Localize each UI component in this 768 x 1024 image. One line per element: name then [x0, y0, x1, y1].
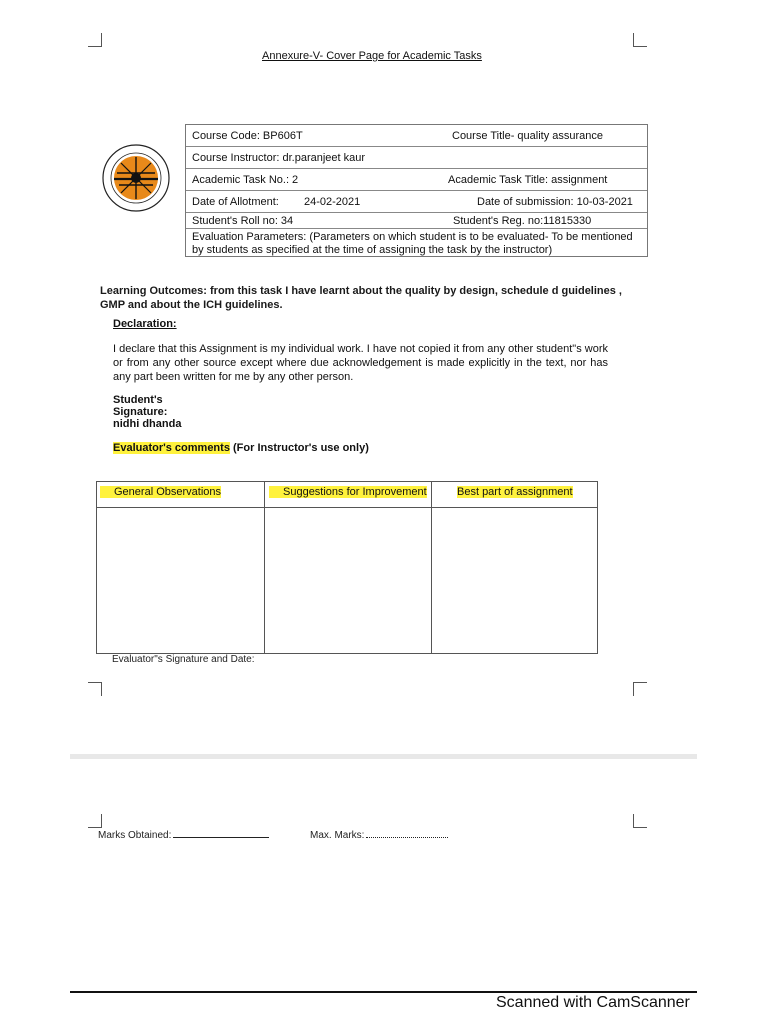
declaration-text: I declare that this Assignment is my individual work. I have not copied it from any other student"s work or from any other source except where due acknowledgement is made explicitly in the text, nor has any part been written for me by any other person. — [113, 343, 608, 383]
max-marks-label: Max. Marks: — [310, 830, 365, 841]
eval-params-text: (Parameters on which student is to be evaluated- To be mentioned by students as specified at the time of assigning the task by the instructor) — [192, 231, 633, 256]
header-best-part — [437, 486, 573, 498]
row-student — [186, 213, 647, 229]
marks-obtained-label: Marks Obtained: — [98, 830, 172, 841]
evaluator-comments-note: (For Instructor's use only) — [233, 442, 369, 454]
task-title: Academic Task Title: assignment — [448, 173, 608, 186]
declaration-heading: Declaration: — [113, 318, 177, 330]
evaluator-signature: Evaluator"s Signature and Date: — [112, 654, 255, 665]
footer-line — [70, 991, 697, 993]
best-part-text: Best part of assignment — [457, 486, 573, 498]
signature-line-2: Signature: — [113, 406, 168, 418]
page-separator — [70, 754, 697, 759]
crop-mark-top-right — [633, 33, 647, 47]
document-title: Annexure-V- Cover Page for Academic Tasks — [262, 50, 482, 62]
max-marks-line — [366, 837, 448, 838]
crop-mark-top-left — [88, 33, 102, 47]
allotment-label: Date of Allotment: — [192, 195, 279, 208]
crop-mark-mid-right — [633, 682, 647, 696]
signature-line-1: Student's — [113, 394, 163, 406]
course-instructor: Course Instructor: dr.paranjeet kaur — [192, 151, 366, 164]
allotment-date: 24-02-2021 — [304, 195, 361, 208]
evaluation-parameters — [192, 231, 641, 257]
row-evaluation — [186, 229, 647, 258]
observations-header — [97, 482, 597, 508]
student-signature — [113, 394, 181, 430]
university-logo — [97, 143, 175, 213]
crop-mark-lower-left — [88, 814, 102, 828]
course-info-table — [185, 124, 648, 257]
crop-mark-mid-left — [88, 682, 102, 696]
row-course — [186, 125, 647, 147]
row-task — [186, 169, 647, 191]
camscanner-watermark: Scanned with CamScanner — [496, 994, 690, 1011]
header-general-observations: General Observations — [100, 486, 221, 498]
observations-table — [96, 481, 598, 654]
evaluator-comments-label: Evaluator's comments — [113, 442, 230, 454]
course-code: Course Code: BP606T — [192, 129, 303, 142]
evaluator-comments-heading — [113, 442, 369, 454]
marks-obtained-line — [173, 837, 269, 838]
signature-name: nidhi dhanda — [113, 418, 182, 430]
header-suggestions: Suggestions for Improvement — [269, 486, 427, 498]
registration-number: Student's Reg. no:11815330 — [453, 214, 592, 227]
crop-mark-lower-right — [633, 814, 647, 828]
marks-obtained — [98, 830, 269, 841]
learning-outcomes: Learning Outcomes: from this task I have learnt about the quality by design, schedule d guidelines , GMP and about the ICH guidelines. — [100, 285, 622, 311]
row-instructor — [186, 147, 647, 169]
eval-params-label: Evaluation Parameters: — [192, 231, 307, 243]
task-number: Academic Task No.: 2 — [192, 173, 299, 186]
course-title: Course Title- quality assurance — [452, 129, 604, 142]
row-dates — [186, 191, 647, 213]
submission-date: Date of submission: 10-03-2021 — [477, 195, 633, 208]
max-marks — [310, 830, 448, 841]
roll-number: Student's Roll no: 34 — [192, 214, 294, 227]
